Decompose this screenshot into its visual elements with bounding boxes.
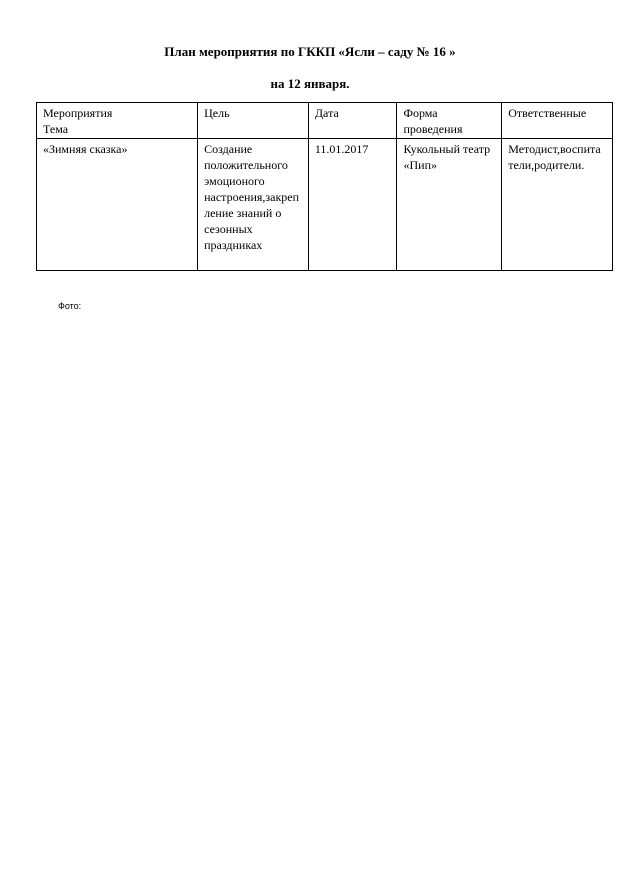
header-form-cell bbox=[397, 103, 502, 139]
responsible-text: Методист,воспитатели,родители. bbox=[508, 142, 601, 172]
date-cell bbox=[308, 139, 397, 271]
event-date: 11.01.2017 bbox=[314, 142, 369, 156]
header-goal-label: Цель bbox=[204, 106, 230, 120]
table-header-row bbox=[37, 103, 613, 139]
header-date-label: Дата bbox=[314, 106, 339, 120]
event-name: «Зимняя сказка» bbox=[43, 142, 128, 156]
header-responsible-cell bbox=[502, 103, 613, 139]
document-title: План мероприятия по ГККП «Ясли – саду № 16 » bbox=[164, 44, 456, 59]
header-date-cell bbox=[308, 103, 397, 139]
plan-table bbox=[36, 102, 613, 271]
goal-text: Создание положительного эмоционого настроения,закрепление знаний о сезонных праздниках bbox=[204, 142, 300, 252]
form-cell bbox=[397, 139, 502, 271]
header-form-label-line2: проведения bbox=[403, 122, 463, 136]
goal-cell bbox=[198, 139, 309, 271]
header-form-label-line1: Форма bbox=[403, 106, 438, 120]
header-responsible-label: Ответственные bbox=[508, 106, 587, 120]
table-row bbox=[37, 139, 613, 271]
responsible-cell bbox=[502, 139, 613, 271]
event-cell bbox=[37, 139, 198, 271]
photo-label: Фото: bbox=[58, 301, 82, 311]
header-topic-label: Тема bbox=[43, 122, 69, 136]
header-event-label: Мероприятия bbox=[43, 106, 113, 120]
document-subtitle: на 12 января. bbox=[270, 76, 350, 91]
event-form: Кукольный театр «Пип» bbox=[403, 142, 491, 172]
header-event-cell bbox=[37, 103, 198, 139]
header-goal-cell bbox=[198, 103, 309, 139]
